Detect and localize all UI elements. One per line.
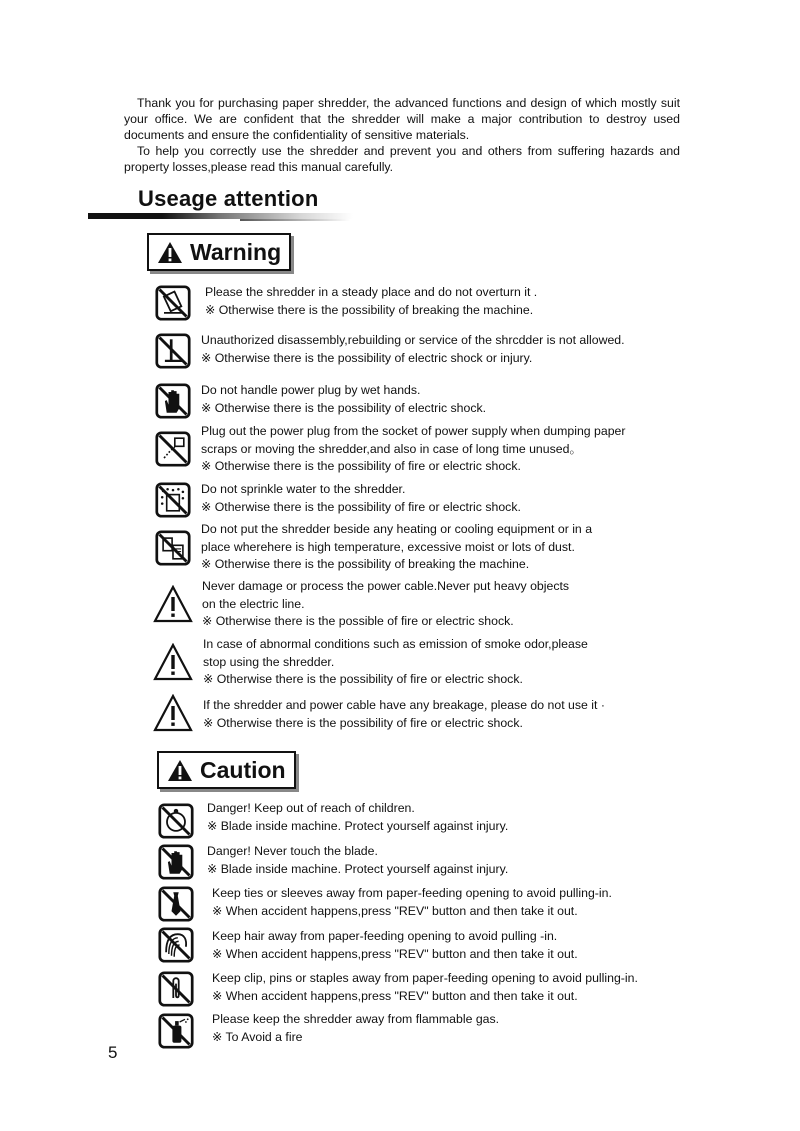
caution-item-6-line-1: Please keep the shredder away from flammable gas. [212,1012,500,1026]
no-wet-hands-icon [155,383,191,419]
warning-item-6-line-2: place wherehere is high temperature, excessive moist or lots of dust. [201,539,575,554]
intro-paragraph-1: Thank you for purchasing paper shredder, the advanced functions and design of which mostly suit your office. We are confident that the shredder will make a major contribution to destroy used documents and ensure the confidentiality of sensitive materials. [124,96,680,142]
intro-paragraph-2: To help you correctly use the shredder and prevent you and others from suffering hazards and property losses,please read this manual carefully. [124,144,680,174]
caution-item-6-line-2: ※ To Avoid a fire [212,1029,303,1044]
warning-item-4-line-1: Plug out the power plug from the socket of power supply when dumping paper [201,424,626,438]
warning-item-7-line-3: ※ Otherwise there is the possible of fire or electric shock. [202,614,514,628]
section-title: Useage attention [138,186,319,211]
caution-item-1-line-2: ※ Blade inside machine. Protect yourself against injury. [207,818,509,833]
warning-item-8-line-1: In case of abnormal conditions such as emission of smoke odor,please [203,637,588,651]
no-hair-icon [158,927,194,963]
caution-triangle-icon [167,759,193,782]
exclamation-triangle-icon [153,585,193,623]
warning-item-4-line-3: ※ Otherwise there is the possibility of fire or electric shock. [201,459,521,473]
warning-item-7-line-1: Never damage or process the power cable.Never put heavy objects [202,579,570,593]
no-overturn-icon [155,285,191,321]
warning-item-9-line-2: ※ Otherwise there is the possibility of fire or electric shock. [203,715,523,730]
no-disassembly-icon [155,333,191,369]
caution-item-1-line-1: Danger! Keep out of reach of children. [207,801,415,815]
no-clips-icon [158,971,194,1007]
warning-item-1-line-2: ※ Otherwise there is the possibility of breaking the machine. [205,302,534,317]
caution-item-2-line-2: ※ Blade inside machine. Protect yourself against injury. [207,861,509,876]
caution-item-4-line-1: Keep hair away from paper-feeding opening to avoid pulling -in. [212,929,558,943]
caution-item-3-line-2: ※ When accident happens,press "REV" button and then take it out. [212,903,578,918]
title-underline-accent [240,219,350,221]
no-water-icon [155,482,191,518]
caution-item-5-line-2: ※ When accident happens,press "REV" button and then take it out. [212,988,578,1003]
intro-text [124,95,680,175]
warning-item-3-line-2: ※ Otherwise there is the possibility of electric shock. [201,400,487,415]
no-touch-blade-icon [158,844,194,880]
warning-item-4-line-2: scraps or moving the shredder,and also in case of long time unused。 [201,441,582,456]
warning-item-1-line-1: Please the shredder in a steady place and do not overturn it . [205,285,538,299]
warning-item-7-line-2: on the electric line. [202,596,305,611]
exclamation-triangle-icon [153,643,193,681]
caution-label-box [157,751,296,789]
warning-item-6-line-3: ※ Otherwise there is the possibility of breaking the machine. [201,557,530,571]
warning-triangle-icon [157,241,183,264]
warning-item-5-line-1: Do not sprinkle water to the shredder. [201,482,406,496]
caution-item-2-line-1: Danger! Never touch the blade. [207,844,378,858]
page-number: 5 [108,1043,118,1062]
warning-item-2-line-1: Unauthorized disassembly,rebuilding or service of the shrcdder is not allowed. [201,333,625,347]
warning-item-8-line-2: stop using the shredder. [203,654,335,669]
caution-item-4-line-2: ※ When accident happens,press "REV" button and then take it out. [212,946,578,961]
warning-label: Warning [190,238,282,265]
warning-item-8-line-3: ※ Otherwise there is the possibility of fire or electric shock. [203,672,523,686]
no-flammable-gas-icon [158,1013,194,1049]
warning-item-5-line-2: ※ Otherwise there is the possibility of fire or electric shock. [201,499,521,514]
warning-item-9-line-1: If the shredder and power cable have any breakage, please do not use it · [203,698,605,712]
no-heat-icon [155,530,191,566]
warning-label-box [147,233,291,271]
no-children-icon [158,803,194,839]
exclamation-triangle-icon [153,694,193,732]
unplug-icon [155,431,191,467]
no-ties-icon [158,886,194,922]
warning-item-6-line-1: Do not put the shredder beside any heating or cooling equipment or in a [201,522,593,536]
warning-item-2-line-2: ※ Otherwise there is the possibility of electric shock or injury. [201,350,533,365]
caution-item-3-line-1: Keep ties or sleeves away from paper-feeding opening to avoid pulling-in. [212,886,612,900]
caution-item-5-line-1: Keep clip, pins or staples away from paper-feeding opening to avoid pulling-in. [212,971,638,985]
caution-label: Caution [200,756,286,783]
warning-item-3-line-1: Do not handle power plug by wet hands. [201,383,421,397]
